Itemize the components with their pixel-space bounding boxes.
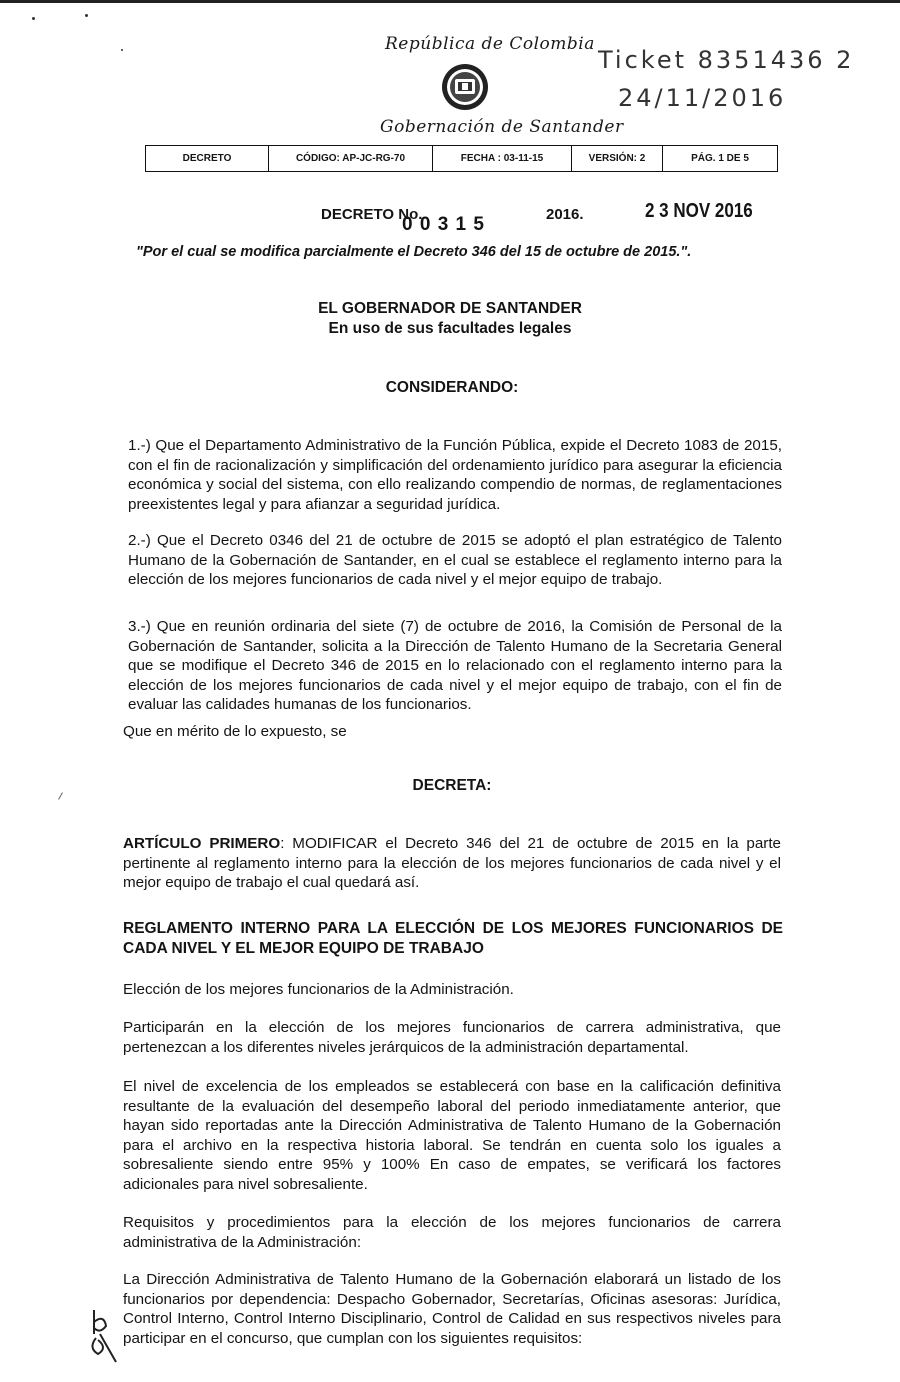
body-paragraph-5: La Dirección Administrativa de Talento Humano de la Gobernación elaborará un listado de los funcionarios por dependencia: Despacho Gobernador, Secretarías, Oficinas asesoras: Jurídica, Control Interno, Control Interno Disciplinario, Control de Calidad en sus respectivos niveles para participar en el concurso, que cumplan con los siguientes requisitos: (123, 1271, 781, 1347)
scan-speck (121, 49, 123, 51)
body-paragraph-2: Participarán en la elección de los mejores funcionarios de carrera administrativa, que pertenezcan a los diferentes niveles jerárquicos de la administración departamental. (123, 1019, 781, 1056)
coat-of-arms-icon (438, 62, 492, 112)
code-cell-codigo: CÓDIGO: AP-JC-RG-70 (269, 146, 433, 172)
republic-heading: República de Colombia (385, 34, 595, 54)
body-paragraph-1: Elección de los mejores funcionarios de la Administración. (123, 981, 514, 998)
article-first (123, 834, 781, 893)
decree-label: DECRETO No. (321, 206, 423, 223)
date-stamp: 2 3 NOV 2016 (645, 200, 753, 222)
scan-speck (32, 17, 35, 20)
body-paragraph-3: El nivel de excelencia de los empleados se establecerá con base en la calificación definitiva resultante de la evaluación del desempeño laboral del periodo inmediatamente anterior, que hayan sido reportadas ante la Dirección Administrativa de Talento Humano de la Gobernación para el archivo en la respectiva historia laboral. Se tendrán en cuenta solo los iguales a sobresaliente siendo entre 95% y 100% En caso de empates, se verificará los factores adicionales para nivel sobresaliente. (123, 1078, 781, 1193)
considerando-paragraph-2: 2.-) Que el Decreto 0346 del 21 de octubre de 2015 se adoptó el plan estratégico de Talento Humano de la Gobernación de Santander, en el cual se establece el reglamento interno para la elección de los mejores funcionarios de cada nivel y el mejor equipo de trabajo. (128, 532, 782, 589)
code-cell-fecha: FECHA : 03-11-15 (433, 146, 572, 172)
considerando-paragraph-1: 1.-) Que el Departamento Administrativo de la Función Pública, expide el Decreto 1083 de 2015, con el fin de racionalización y simplificación del ordenamiento jurídico para asegurar la eficiencia económica y social del sistema, con ello realizando compendio de normas, de reglamentaciones preexistentes legal y para afianzar a seguridad jurídica. (128, 437, 782, 513)
scan-speck (85, 14, 88, 17)
governorate-heading: Gobernación de Santander (380, 117, 624, 137)
document-code-table (145, 145, 778, 172)
legal-faculties-line: En uso de sus facultades legales (328, 320, 572, 337)
code-cell-decreto: DECRETO (146, 146, 269, 172)
code-cell-version: VERSIÓN: 2 (572, 146, 663, 172)
handwritten-ticket: Ticket 8351436 2 (598, 46, 855, 74)
handwritten-date: 24/11/2016 (618, 84, 787, 112)
reglamento-title: REGLAMENTO INTERNO PARA LA ELECCIÓN DE LOS MEJORES FUNCIONARIOS DE CADA NIVEL Y EL MEJOR EQUIPO DE TRABAJO (123, 920, 783, 957)
decreta-heading: DECRETA: (412, 777, 492, 794)
top-border-line (0, 0, 900, 3)
decree-subtitle: "Por el cual se modifica parcialmente el Decreto 346 del 15 de octubre de 2015.". (136, 244, 692, 260)
article-first-text: : MODIFICAR el Decreto 346 del 21 de octubre de 2015 en la parte pertinente al reglamento interno para la elección de los mejores funcionarios de cada nivel y el mejor equipo de trabajo el cual quedará así. (123, 835, 781, 892)
decree-number: 0 0 3 1 5 (402, 214, 485, 235)
code-cell-pagina: PÁG. 1 DE 5 (663, 146, 778, 172)
margin-initials-mark (86, 1304, 122, 1364)
decree-year: 2016. (546, 206, 584, 223)
article-first-label: ARTÍCULO PRIMERO (123, 835, 281, 852)
body-paragraph-4: Requisitos y procedimientos para la elección de los mejores funcionarios de carrera administrativa de la Administración: (123, 1214, 781, 1251)
considerando-heading: CONSIDERANDO: (385, 379, 519, 396)
governor-heading: EL GOBERNADOR DE SANTANDER (318, 300, 582, 317)
considerando-paragraph-3: 3.-) Que en reunión ordinaria del siete (7) de octubre de 2016, la Comisión de Personal de la Gobernación de Santander, solicita a la Dirección de Talento Humano de la Secretaria General que se modifique el Decreto 346 de 2015 en lo relacionado con el reglamento interno para la elección de los mejores funcionarios de cada nivel y el mejor equipo de trabajo, con el fin de evaluar las calidades humanas de los funcionarios. (128, 618, 782, 714)
considerando-closing: Que en mérito de lo expuesto, se (123, 723, 347, 740)
